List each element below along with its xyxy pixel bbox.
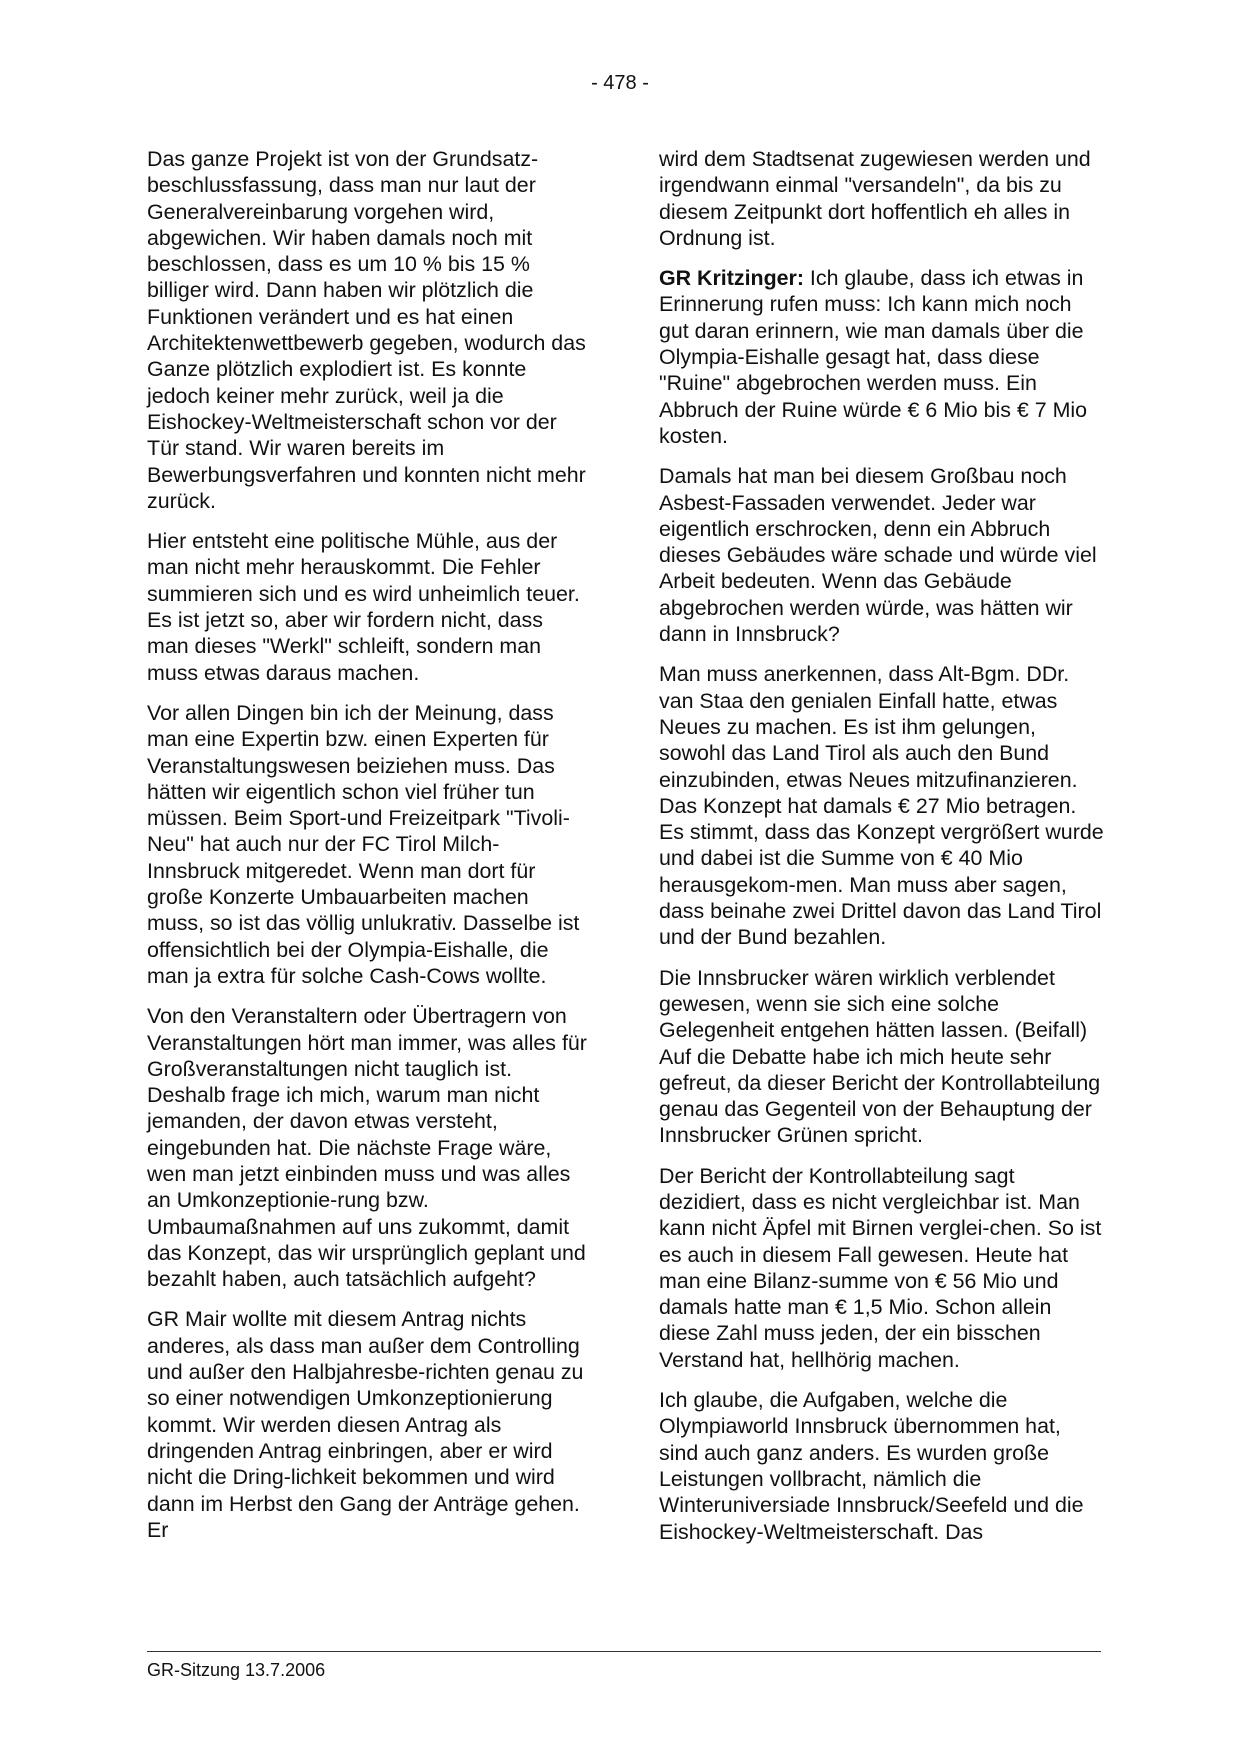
paragraph: Von den Veranstaltern oder Übertragern von Veranstaltungen hört man immer, was alles für Großveranstaltungen nicht tauglich ist. Deshalb frage ich mich, warum man nicht jemanden, der davon etwas versteht, eingebunden hat. Die nächste Frage wäre, wen man jetzt einbinden muss und was alles an Umkonzeptionie-rung bzw. Umbaumaßnahmen auf uns zukommt, damit das Konzept, das wir ursprünglich geplant und bezahlt haben, auch tatsächlich aufgeht? — [147, 1004, 587, 1292]
page-number: - 478 - — [591, 72, 649, 94]
paragraph: wird dem Stadtsenat zugewiesen werden und irgendwann einmal "versandeln", da bis zu diesem Zeitpunkt dort hoffentlich eh alles in Ordnung ist. — [659, 147, 1091, 250]
footer-divider — [147, 1651, 1101, 1652]
paragraph: Vor allen Dingen bin ich der Meinung, dass man eine Expertin bzw. einen Experten für Veranstaltungswesen beiziehen muss. Das hätten wir eigentlich schon viel früher tun müssen. Beim Sport-und Freizeitpark "Tivoli-Neu" hat auch nur der FC Tirol Milch-Innsbruck mitgeredet. Wenn man dort für große Konzerte Umbauarbeiten machen muss, so ist das völlig unlukrativ. Dasselbe ist offensichtlich bei der Olympia-Eishalle, die man ja extra für solche Cash-Cows wollte. — [147, 700, 580, 988]
paragraph: Damals hat man bei diesem Großbau noch Asbest-Fassaden verwendet. Jeder war eigentlich erschrocken, denn ein Abbruch dieses Gebäudes wäre schade und würde viel Arbeit bedeuten. Wenn das Gebäude abgebrochen werden würde, was hätten wir dann in Innsbruck? — [659, 464, 1097, 647]
paragraph: GR Mair wollte mit diesem Antrag nichts anderes, als dass man außer dem Controlling und außer den Halbjahresbe-richten genau zu so einer notwendigen Umkonzeptionierung kommt. Wir werden diesen Antrag als dringenden Antrag einbringen, aber er wird nicht die Dring-lichkeit bekommen und wird dann im Herbst den Gang der Anträge gehen. Er — [147, 1307, 584, 1542]
paragraph: Man muss anerkennen, dass Alt-Bgm. DDr. van Staa den genialen Einfall hatte, etwas Neues zu machen. Es ist ihm gelungen, sowohl das Land Tirol als auch den Bund einzubinden, etwas Neues mitzufinanzieren. Das Konzept hat damals € 27 Mio betragen. Es stimmt, dass das Konzept vergrößert wurde und dabei ist die Summe von € 40 Mio herausgekom-men. Man muss aber sagen, dass beinahe zwei Drittel davon das Land Tirol und der Bund bezahlen. — [659, 662, 1104, 950]
paragraph: Ich glaube, die Aufgaben, welche die Olympiaworld Innsbruck übernommen hat, sind auch ganz anders. Es wurden große Leistungen vollbracht, nämlich die Winteruniversiade Innsbruck/Seefeld und die Eishockey-Weltmeisterschaft. Das — [659, 1388, 1084, 1544]
paragraph: Die Innsbrucker wären wirklich verblendet gewesen, wenn sie sich eine solche Gelegenheit entgehen hätten lassen. (Beifall) Auf die Debatte habe ich mich heute sehr gefreut, da dieser Bericht der Kontrollabteilung genau das Gegenteil von der Behauptung der Innsbrucker Grünen spricht. — [659, 965, 1101, 1148]
footer-text: GR-Sitzung 13.7.2006 — [147, 1660, 326, 1680]
right-column — [659, 146, 1105, 1559]
left-column — [147, 146, 589, 1557]
speaker-text: Ich glaube, dass ich etwas in Erinnerung rufen muss: Ich kann mich noch gut daran erinnern, wie man damals über die Olympia-Eishalle gesagt hat, dass diese "Ruine" abgebrochen werden muss. Ein Abbruch der Ruine würde € 6 Mio bis € 7 Mio kosten. — [659, 266, 1088, 448]
speaker-name: GR Kritzinger: — [659, 266, 804, 291]
paragraph: Der Bericht der Kontrollabteilung sagt dezidiert, dass es nicht vergleichbar ist. Man kann nicht Äpfel mit Birnen verglei-chen. So ist es auch in diesem Fall gewesen. Heute hat man eine Bilanz-summe von € 56 Mio und damals hatte man € 1,5 Mio. Schon allein diese Zahl muss jeden, der ein bisschen Verstand hat, hellhörig machen. — [659, 1163, 1102, 1372]
speaker-paragraph — [659, 265, 1105, 449]
paragraph: Das ganze Projekt ist von der Grundsatz-beschlussfassung, dass man nur laut der Generalvereinbarung vorgehen wird, abgewichen. Wir haben damals noch mit beschlossen, dass es um 10 % bis 15 % billiger wird. Dann haben wir plötzlich die Funktionen verändert und es hat einen Architektenwettbewerb gegeben, wodurch das Ganze plötzlich explodiert ist. Es konnte jedoch keiner mehr zurück, weil ja die Eishockey-Weltmeisterschaft schon vor der Tür stand. Wir waren bereits im Bewerbungsverfahren und konnten nicht mehr zurück. — [147, 147, 586, 513]
paragraph: Hier entsteht eine politische Mühle, aus der man nicht mehr herauskommt. Die Fehler summieren sich und es wird unheimlich teuer. Es ist jetzt so, aber wir fordern nicht, dass man dieses "Werkl" schleift, sondern man muss etwas daraus machen. — [147, 529, 580, 685]
